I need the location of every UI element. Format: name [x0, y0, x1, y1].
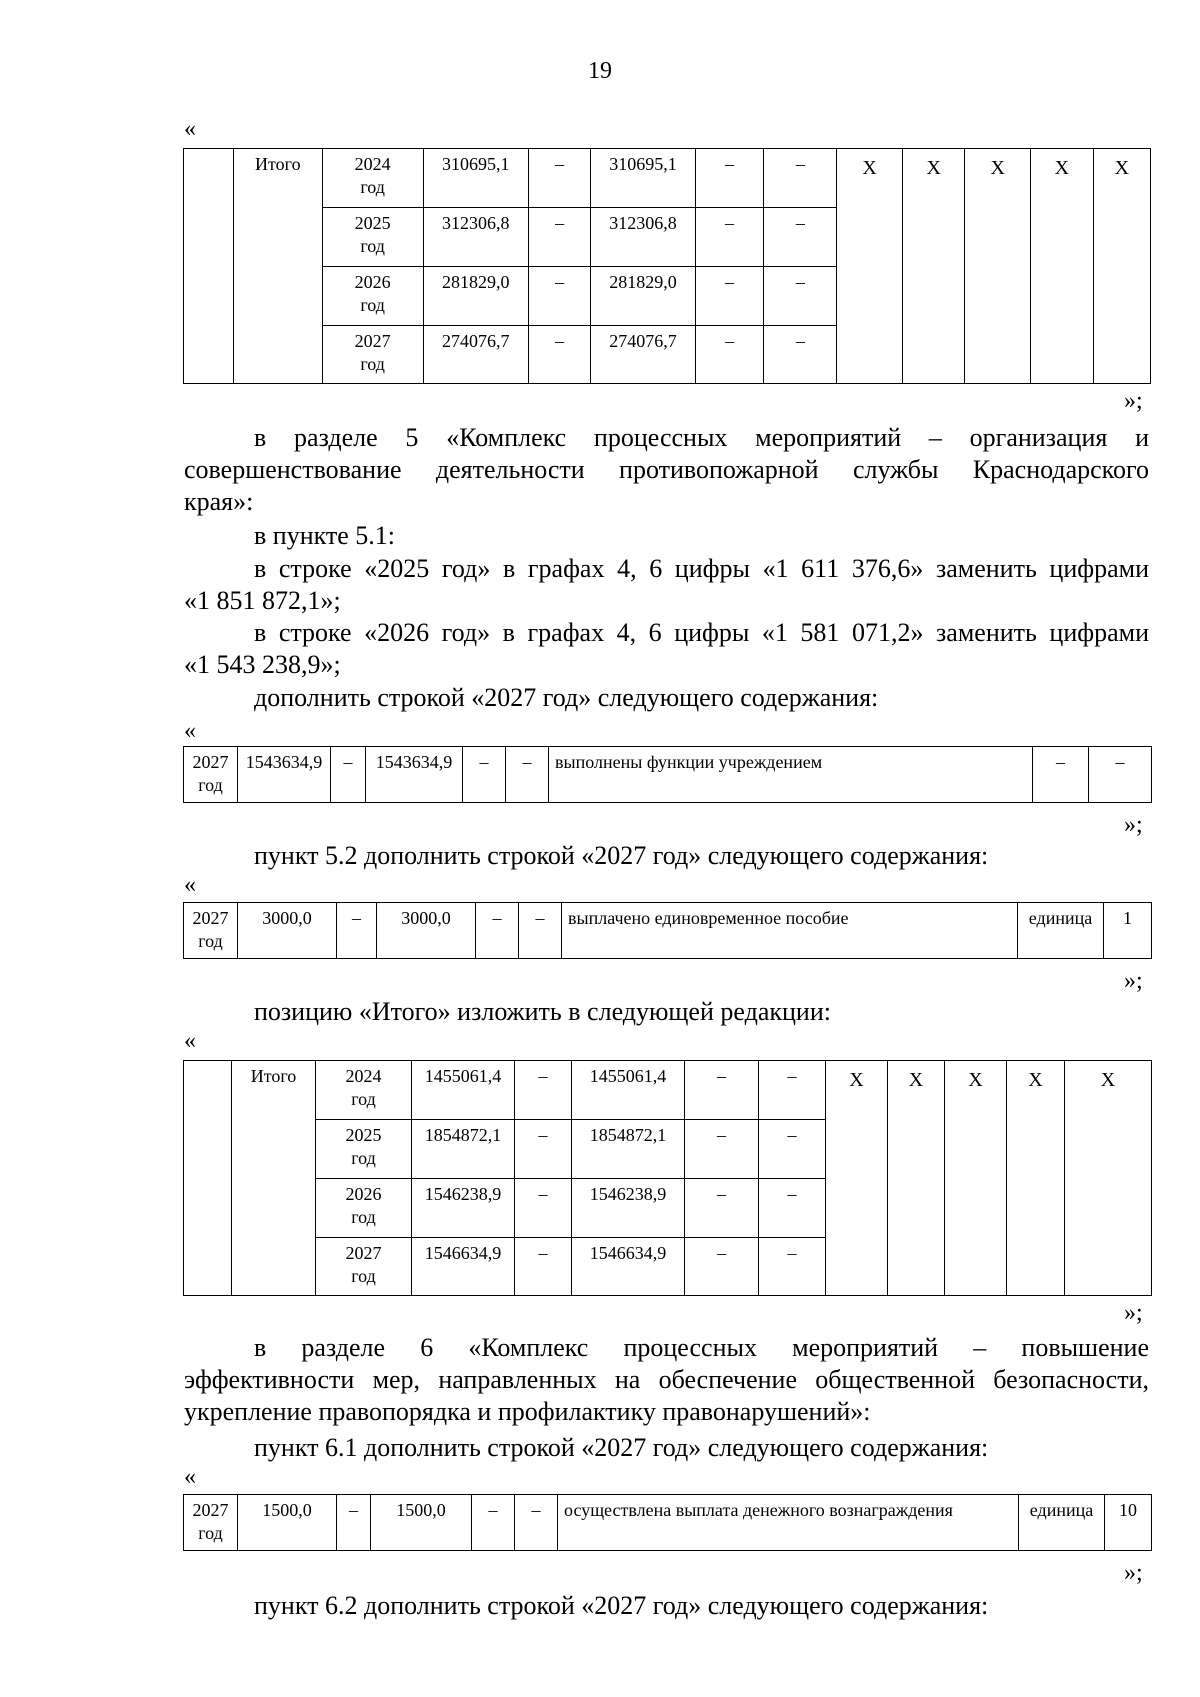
section5-line2: совершенствование деятельности противопожарной службы Краснодарского [184, 455, 1149, 484]
section5-line3: края»: [184, 487, 254, 516]
dash-cell: – [528, 326, 591, 384]
total-cell: 281829,0 [423, 267, 528, 326]
dash-cell: – [759, 1238, 826, 1296]
value-cell: 1543634,9 [366, 747, 463, 803]
replace2-line2: «1 543 238,9»; [184, 650, 341, 679]
itogo-table-section5 [183, 1060, 1152, 1296]
open-quote: « [184, 1028, 196, 1054]
dash-cell: – [685, 1238, 759, 1296]
value-cell: 3000,0 [238, 903, 337, 959]
amount-cell: 1546238,9 [572, 1179, 685, 1238]
dash-cell: – [764, 208, 837, 267]
itogo-label: Итого [232, 1061, 316, 1296]
x-mark: Х [1007, 1061, 1065, 1296]
dash-cell: – [528, 267, 591, 326]
row-2027-table-6-1 [183, 1494, 1152, 1551]
year-cell: 2027 год [316, 1238, 412, 1296]
section6-line3: укрепление правопорядка и профилактику правонарушений»: [184, 1397, 871, 1426]
description-cell: выплачено единовременное пособие [562, 903, 1018, 959]
open-quote: « [184, 1464, 196, 1490]
total-cell: 1546634,9 [412, 1238, 515, 1296]
dash-cell: – [695, 208, 764, 267]
year-cell: 2027 год [184, 1495, 238, 1551]
section5-point: в пункте 5.1: [254, 521, 396, 550]
open-quote: « [184, 872, 196, 898]
dash-cell: – [685, 1061, 759, 1120]
dash-cell: – [515, 1495, 558, 1551]
total-cell: 1854872,1 [412, 1120, 515, 1179]
dash-cell: – [695, 149, 764, 208]
page-number: 19 [588, 58, 612, 84]
section6-line2: эффективности мер, направленных на обеспечение общественной безопасности, [184, 1365, 1149, 1394]
dash-cell: – [476, 903, 519, 959]
amount-cell: 310695,1 [591, 149, 695, 208]
point52-text: пункт 5.2 дополнить строкой «2027 год» следующего содержания: [254, 841, 989, 870]
dash-cell: – [759, 1061, 826, 1120]
x-mark: Х [888, 1061, 945, 1296]
dash-cell: – [528, 208, 591, 267]
replace1-line1: в строке «2025 год» в графах 4, 6 цифры «1 611 376,6» заменить цифрами [254, 554, 1149, 583]
total-cell: 312306,8 [423, 208, 528, 267]
empty-cell [184, 149, 234, 384]
dash-cell: – [506, 747, 549, 803]
dash-cell: – [764, 267, 837, 326]
row-2027-table-5-1 [183, 746, 1152, 803]
amount-cell: 1546634,9 [572, 1238, 685, 1296]
itogo-intro-text: позицию «Итого» изложить в следующей редакции: [254, 997, 831, 1026]
dash-cell: – [515, 1179, 572, 1238]
dash-cell: – [685, 1120, 759, 1179]
x-mark: Х [965, 149, 1031, 384]
total-cell: 310695,1 [423, 149, 528, 208]
dash-cell: – [463, 747, 506, 803]
replace2-line1: в строке «2026 год» в графах 4, 6 цифры «1 581 071,2» заменить цифрами [254, 618, 1149, 647]
x-mark: Х [945, 1061, 1007, 1296]
add-row-text: дополнить строкой «2027 год» следующего содержания: [254, 683, 879, 712]
unit-cell: единица [1019, 1495, 1105, 1551]
itogo-table-section4 [183, 148, 1151, 384]
point62-text: пункт 6.2 дополнить строкой «2027 год» следующего содержания: [254, 1591, 989, 1620]
year-cell: 2025 год [322, 208, 423, 267]
close-quote: »; [1124, 388, 1143, 414]
value-cell: 1500,0 [371, 1495, 472, 1551]
qty-cell: 10 [1105, 1495, 1152, 1551]
dash-cell: – [528, 149, 591, 208]
dash-cell: – [695, 326, 764, 384]
close-quote: »; [1124, 1300, 1143, 1326]
qty-cell: – [1089, 747, 1152, 803]
close-quote: »; [1124, 812, 1143, 838]
close-quote: »; [1124, 1560, 1143, 1586]
x-mark: Х [902, 149, 965, 384]
dash-cell: – [515, 1238, 572, 1296]
year-cell: 2027 год [322, 326, 423, 384]
itogo-label: Итого [234, 149, 323, 384]
row-2027-table-5-2 [183, 902, 1152, 959]
unit-cell: – [1033, 747, 1089, 803]
dash-cell: – [472, 1495, 515, 1551]
amount-cell: 1455061,4 [572, 1061, 685, 1120]
total-cell: 1455061,4 [412, 1061, 515, 1120]
value-cell: 3000,0 [377, 903, 476, 959]
x-mark: Х [837, 149, 903, 384]
x-mark: Х [826, 1061, 888, 1296]
year-cell: 2026 год [322, 267, 423, 326]
dash-cell: – [764, 149, 837, 208]
x-mark: Х [1031, 149, 1094, 384]
amount-cell: 274076,7 [591, 326, 695, 384]
dash-cell: – [331, 747, 366, 803]
dash-cell: – [764, 326, 837, 384]
value-cell: 1500,0 [238, 1495, 337, 1551]
dash-cell: – [515, 1120, 572, 1179]
description-cell: осуществлена выплата денежного вознаграждения [558, 1495, 1019, 1551]
point61-text: пункт 6.1 дополнить строкой «2027 год» следующего содержания: [254, 1433, 989, 1462]
section6-line1: в разделе 6 «Комплекс процессных мероприятий – повышение [254, 1333, 1149, 1362]
year-cell: 2024 год [322, 149, 423, 208]
total-cell: 1546238,9 [412, 1179, 515, 1238]
dash-cell: – [695, 267, 764, 326]
dash-cell: – [515, 1061, 572, 1120]
description-cell: выполнены функции учреждением [549, 747, 1033, 803]
amount-cell: 1854872,1 [572, 1120, 685, 1179]
dash-cell: – [685, 1179, 759, 1238]
section5-line1: в разделе 5 «Комплекс процессных мероприятий – организация и [254, 423, 1149, 452]
year-cell: 2027 год [184, 747, 238, 803]
year-cell: 2025 год [316, 1120, 412, 1179]
open-quote: « [184, 116, 196, 142]
amount-cell: 312306,8 [591, 208, 695, 267]
replace1-line2: «1 851 872,1»; [184, 586, 341, 615]
dash-cell: – [759, 1179, 826, 1238]
year-cell: 2026 год [316, 1179, 412, 1238]
dash-cell: – [519, 903, 562, 959]
dash-cell: – [337, 903, 377, 959]
open-quote: « [184, 718, 196, 744]
amount-cell: 281829,0 [591, 267, 695, 326]
dash-cell: – [759, 1120, 826, 1179]
year-cell: 2024 год [316, 1061, 412, 1120]
dash-cell: – [337, 1495, 371, 1551]
total-cell: 274076,7 [423, 326, 528, 384]
x-mark: Х [1065, 1061, 1152, 1296]
qty-cell: 1 [1104, 903, 1152, 959]
close-quote: »; [1124, 968, 1143, 994]
value-cell: 1543634,9 [238, 747, 331, 803]
empty-cell [184, 1061, 232, 1296]
x-mark: Х [1093, 149, 1150, 384]
year-cell: 2027 год [184, 903, 238, 959]
unit-cell: единица [1018, 903, 1104, 959]
